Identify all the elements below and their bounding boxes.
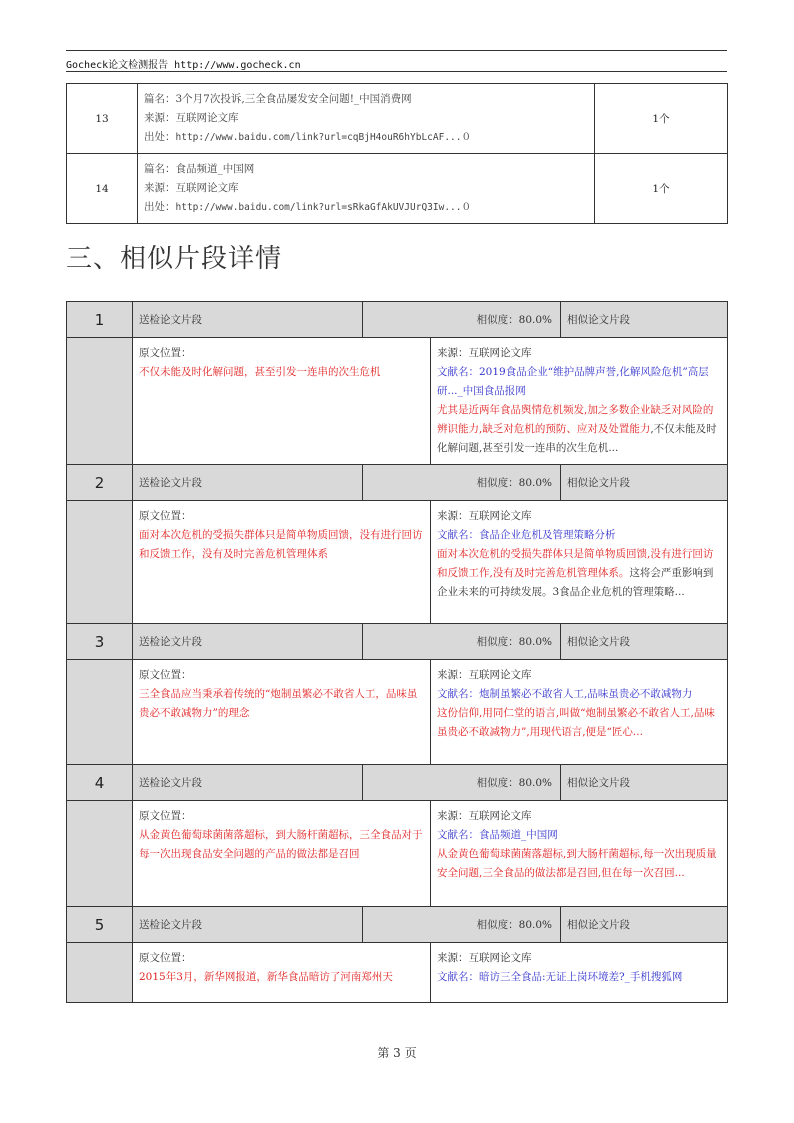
fragment-body-row xyxy=(67,943,728,1003)
fragment-body-row xyxy=(67,338,728,465)
fragment-body-row xyxy=(67,801,728,907)
similar-text: 面对本次危机的受损失群体只是简单物质回馈,没有进行回访和反馈工作,没有及时完善危机管理体系。 xyxy=(437,548,714,579)
similar-cell: 来源：互联网论文库 文献名：炮制虽繁必不敢省人工,品味虽贵必不敢减物力 这份信仰,用同仁堂的语言,叫做“炮制虽繁必不敢省人工,品味虽贵必不敢减物力”,用现代语言,便是“匠心... xyxy=(431,660,728,765)
fragment-body-row xyxy=(67,501,728,624)
similar-cell: 来源：互联网论文库 文献名：食品频道_中国网 从金黄色葡萄球菌菌落超标,到大肠杆菌超标,每一次出现质量安全问题,三全食品的做法都是召回,但在每一次召回... xyxy=(431,801,728,907)
similarity-value: 相似度：80.0% xyxy=(363,765,561,801)
similarity-value: 相似度：80.0% xyxy=(363,624,561,660)
original-cell: 原文位置： 从金黄色葡萄球菌菌落超标，到大肠杆菌超标，三全食品对于每一次出现食品安全问题的产品的做法都是召回 xyxy=(133,801,431,907)
original-cell: 原文位置： 三全食品应当秉承着传统的“炮制虽繁必不敢省人工，品味虽贵必不敢减物力”的理念 xyxy=(133,660,431,765)
similar-doc-name: 食品频道_中国网 xyxy=(479,829,558,841)
original-cell: 原文位置： 不仅未能及时化解问题，甚至引发一连串的次生危机 xyxy=(133,338,431,465)
similar-text-tail: ,不仅未能及时化解问题,甚至引发一连串的次生危机... xyxy=(437,423,717,454)
source-library: 互联网论文库 xyxy=(175,182,239,194)
similar-doc-name: 食品企业危机及管理策略分析 xyxy=(479,529,616,541)
source-info: 篇名：食品频道_中国网 来源：互联网论文库 出处：http://www.baidu.com/link?url=sRkaGfAkUVJUrQ3Iw...０ xyxy=(138,154,595,224)
similar-cell: 来源：互联网论文库 文献名：2019食品企业“维护品牌声誉,化解风险危机”高层研..._中国食品报网 尤其是近两年食品舆情危机频发,加之多数企业缺乏对风险的辨识能力,缺乏对危机的预防、应对及处置能力,不仅未能及时化解问题,甚至引发一连串的次生危机... xyxy=(431,338,728,465)
fragment-header-row xyxy=(67,302,728,338)
source-count: 1个 xyxy=(595,84,728,154)
fragment-header-row xyxy=(67,907,728,943)
report-header: Gocheck论文检测报告 http://www.gocheck.cn xyxy=(66,60,301,71)
similarity-value: 相似度：80.0% xyxy=(363,302,561,338)
source-info: 篇名：3个月7次投诉,三全食品屡发安全问题!_中国消费网 来源：互联网论文库 出处：http://www.baidu.com/link?url=cqBjH4ouR6hYbLcAF...０ xyxy=(138,84,595,154)
submit-label: 送检论文片段 xyxy=(133,765,363,801)
source-row xyxy=(67,84,728,154)
similar-label: 相似论文片段 xyxy=(561,907,728,943)
source-count: 1个 xyxy=(595,154,728,224)
submit-label: 送检论文片段 xyxy=(133,624,363,660)
similar-doc-name: 炮制虽繁必不敢省人工,品味虽贵必不敢减物力 xyxy=(479,688,693,700)
fragment-header-row xyxy=(67,624,728,660)
source-title: 3个月7次投诉,三全食品屡发安全问题!_中国消费网 xyxy=(175,93,412,105)
similar-source: 来源：互联网论文库 xyxy=(437,669,532,681)
source-num: 13 xyxy=(67,84,138,154)
original-text: 不仅未能及时化解问题，甚至引发一连串的次生危机 xyxy=(139,366,381,378)
similar-source: 来源：互联网论文库 xyxy=(437,952,532,964)
similar-cell: 来源：互联网论文库 文献名：食品企业危机及管理策略分析 面对本次危机的受损失群体只是简单物质回馈,没有进行回访和反馈工作,没有及时完善危机管理体系。这将会严重影响到企业未来的可持续发展。3食品企业危机的管理策略... xyxy=(431,501,728,624)
original-text: 三全食品应当秉承着传统的“炮制虽繁必不敢省人工，品味虽贵必不敢减物力”的理念 xyxy=(139,688,418,719)
fragment-header-row xyxy=(67,765,728,801)
fragment-table xyxy=(66,301,728,1003)
source-url-link[interactable]: http://www.baidu.com/link?url=sRkaGfAkUVJUrQ3Iw...０ xyxy=(175,202,471,213)
similar-text: 从金黄色葡萄球菌菌落超标,到大肠杆菌超标,每一次出现质量安全问题,三全食品的做法都是召回,但在每一次召回... xyxy=(437,848,717,879)
similarity-value: 相似度：80.0% xyxy=(363,465,561,501)
similar-text: 这份信仰,用同仁堂的语言,叫做“炮制虽繁必不敢省人工,品味虽贵必不敢减物力”,用现代语言,便是“匠心... xyxy=(437,707,715,738)
fragment-num: 3 xyxy=(67,624,133,660)
fragment-num: 1 xyxy=(67,302,133,338)
fragment-num: 4 xyxy=(67,765,133,801)
page-number: 第 3 页 xyxy=(377,1046,417,1060)
similar-label: 相似论文片段 xyxy=(561,624,728,660)
similarity-value: 相似度：80.0% xyxy=(363,907,561,943)
fragment-gutter xyxy=(67,943,133,1003)
submit-label: 送检论文片段 xyxy=(133,465,363,501)
similar-source: 来源：互联网论文库 xyxy=(437,347,532,359)
source-table xyxy=(66,83,728,224)
fragment-gutter xyxy=(67,801,133,907)
original-cell: 原文位置： 面对本次危机的受损失群体只是简单物质回馈，没有进行回访和反馈工作，没有及时完善危机管理体系 xyxy=(133,501,431,624)
submit-label: 送检论文片段 xyxy=(133,302,363,338)
original-text: 面对本次危机的受损失群体只是简单物质回馈，没有进行回访和反馈工作，没有及时完善危机管理体系 xyxy=(139,529,423,560)
original-cell: 原文位置： 2015年3月，新华网报道，新华食品暗访了河南郑州天 xyxy=(133,943,431,1003)
submit-label: 送检论文片段 xyxy=(133,907,363,943)
similar-doc-name: 暗访三全食品:无证上岗环境差?_手机搜狐网 xyxy=(479,971,683,983)
fragment-body-row xyxy=(67,660,728,765)
source-title: 食品频道_中国网 xyxy=(175,163,255,175)
original-text: 2015年3月，新华网报道，新华食品暗访了河南郑州天 xyxy=(139,971,393,983)
similar-label: 相似论文片段 xyxy=(561,302,728,338)
similar-doc-name: 2019食品企业“维护品牌声誉,化解风险危机”高层研..._中国食品报网 xyxy=(437,366,709,397)
similar-label: 相似论文片段 xyxy=(561,765,728,801)
fragment-gutter xyxy=(67,338,133,465)
source-library: 互联网论文库 xyxy=(175,112,239,124)
source-num: 14 xyxy=(67,154,138,224)
original-text: 从金黄色葡萄球菌菌落超标，到大肠杆菌超标，三全食品对于每一次出现食品安全问题的产品的做法都是召回 xyxy=(139,829,423,860)
source-row xyxy=(67,154,728,224)
similar-label: 相似论文片段 xyxy=(561,465,728,501)
header-top-rule xyxy=(66,50,727,51)
header-bottom-rule xyxy=(66,71,727,72)
similar-text-tail: 这将会严重影响到企业未来的可持续发展。3食品企业危机的管理策略... xyxy=(437,567,714,598)
fragment-gutter xyxy=(67,501,133,624)
similar-cell: 来源：互联网论文库 文献名：暗访三全食品:无证上岗环境差?_手机搜狐网 xyxy=(431,943,728,1003)
similar-source: 来源：互联网论文库 xyxy=(437,510,532,522)
fragment-num: 2 xyxy=(67,465,133,501)
fragment-header-row xyxy=(67,465,728,501)
fragment-gutter xyxy=(67,660,133,765)
similar-source: 来源：互联网论文库 xyxy=(437,810,532,822)
section-title: 三、相似片段详情 xyxy=(66,244,283,274)
similar-text: 尤其是近两年食品舆情危机频发,加之多数企业缺乏对风险的辨识能力,缺乏对危机的预防、应对及处置能力 xyxy=(437,404,714,435)
source-url-link[interactable]: http://www.baidu.com/link?url=cqBjH4ouR6hYbLcAF...０ xyxy=(175,132,471,143)
fragment-num: 5 xyxy=(67,907,133,943)
